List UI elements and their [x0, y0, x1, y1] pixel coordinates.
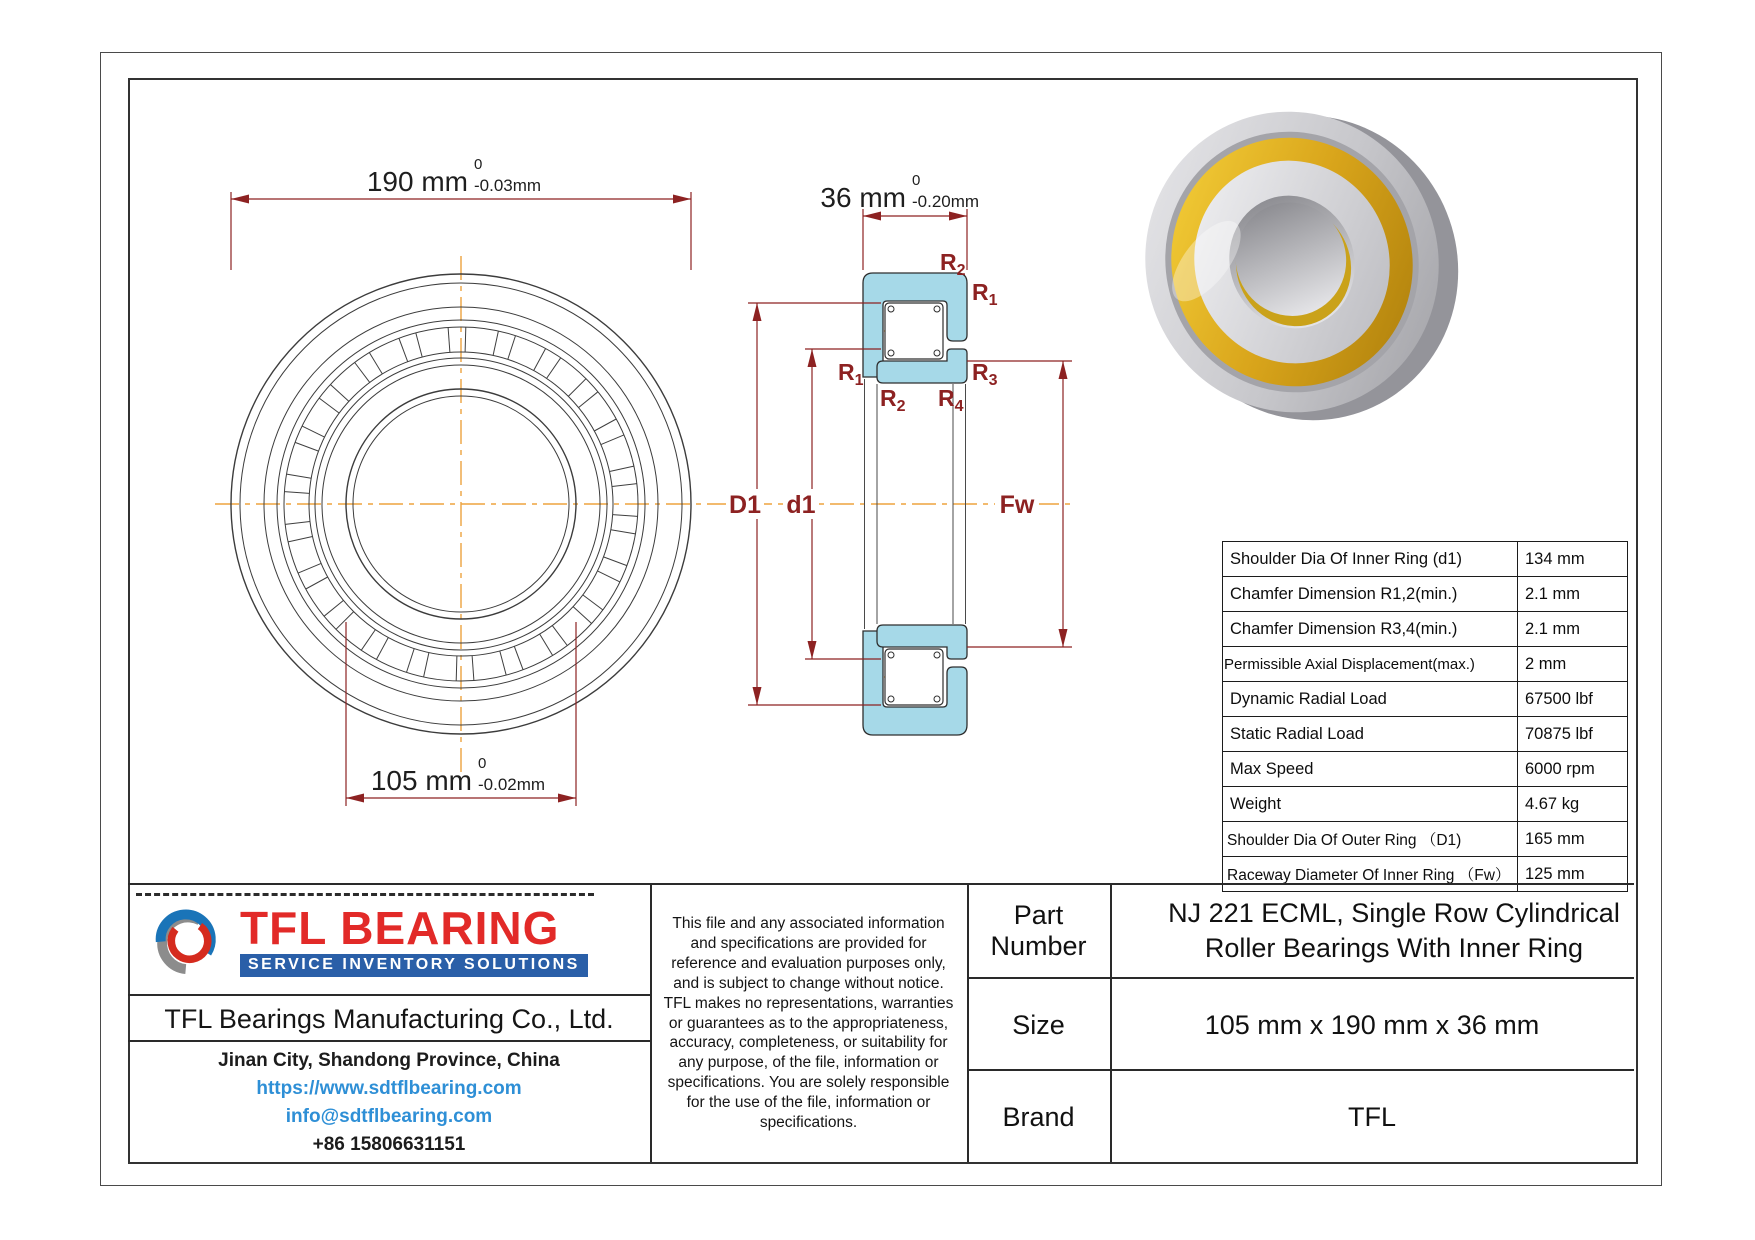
- logo-cell: [128, 885, 650, 994]
- spec-value: 134 mm: [1518, 542, 1628, 577]
- spec-value: 2 mm: [1518, 647, 1628, 682]
- disclaimer-text: This file and any associated information and specifications are provided for reference and evaluation purposes only, and is subject to change without notice. TFL makes no representations, warranties or guarantees as to the appropriateness, accuracy, completeness, or suitability for any purpose, of the file, information or specifications. You are solely responsible for the use of the file, information or specifications.: [663, 915, 954, 1131]
- logo-dashed-rule: [136, 893, 594, 896]
- table-row: [1223, 682, 1628, 717]
- table-row: [1223, 752, 1628, 787]
- spec-value: 6000 rpm: [1518, 752, 1628, 787]
- spec-value: 70875 lbf: [1518, 717, 1628, 752]
- table-row: [1223, 717, 1628, 752]
- table-row: [1223, 612, 1628, 647]
- dim-outer-tol-lower: -0.03mm: [474, 176, 542, 195]
- specification-table: [1222, 541, 1628, 892]
- company-name: TFL Bearings Manufacturing Co., Ltd.: [128, 994, 650, 1042]
- disclaimer-cell: [650, 885, 967, 1162]
- size-label: Size: [967, 977, 1110, 1071]
- dim-width-tol-lower: -0.20mm: [912, 192, 980, 211]
- svg-text:R1: $R_1$: [972, 279, 998, 309]
- svg-text:R4: $R_4$: [938, 385, 964, 415]
- dim-outer-tol-upper: 0: [474, 156, 483, 173]
- spec-value: 67500 lbf: [1518, 682, 1628, 717]
- spec-label: Max Speed: [1223, 752, 1518, 787]
- dim-bore-tol-upper: 0: [478, 755, 487, 772]
- label-d1: d1: [786, 491, 816, 519]
- size-value: 105 mm x 190 mm x 36 mm: [1110, 977, 1634, 1071]
- company-address: Jinan City, Shandong Province, China: [218, 1050, 560, 1071]
- dim-bore-text: 105 mm: [370, 765, 472, 796]
- logo-brand-text: TFL BEARING: [240, 902, 560, 954]
- dim-width-text: 36 mm: [820, 182, 906, 213]
- spec-value: 165 mm: [1518, 822, 1628, 857]
- field-value-column: [1110, 885, 1634, 1162]
- spec-label: Permissible Axial Displacement(max.): [1223, 647, 1518, 682]
- table-row: [1223, 787, 1628, 822]
- svg-text:R2: $R_2$: [880, 385, 906, 415]
- tfl-logo-icon: [150, 901, 226, 981]
- company-email-link[interactable]: info@sdtflbearing.com: [285, 1106, 493, 1127]
- dim-outer-text: 190 mm: [366, 166, 468, 197]
- part-number-label: Part Number: [990, 900, 1087, 961]
- table-row: [1223, 647, 1628, 682]
- dim-bore-tol-lower: -0.02mm: [478, 775, 546, 794]
- spec-label: Shoulder Dia Of Outer Ring （D1): [1223, 822, 1518, 857]
- spec-value: 4.67 kg: [1518, 787, 1628, 822]
- svg-text:R2: $R_2$: [940, 249, 966, 279]
- dim-width-tol-upper: 0: [912, 172, 921, 189]
- spec-value: 2.1 mm: [1518, 577, 1628, 612]
- spec-label: Shoulder Dia Of Inner Ring (d1): [1223, 542, 1518, 577]
- spec-label: Dynamic Radial Load: [1223, 682, 1518, 717]
- company-phone: +86 15806631151: [312, 1134, 466, 1155]
- logo-tagline: SERVICE INVENTORY SOLUTIONS: [240, 954, 588, 977]
- brand-label: Brand: [967, 1069, 1110, 1164]
- spec-label: Chamfer Dimension R3,4(min.): [1223, 612, 1518, 647]
- spec-label: Chamfer Dimension R1,2(min.): [1223, 577, 1518, 612]
- svg-text:R1: $R_1$: [838, 359, 864, 389]
- table-row: [1223, 577, 1628, 612]
- table-row: [1223, 542, 1628, 577]
- company-website-link[interactable]: https://www.sdtflbearing.com: [256, 1078, 522, 1099]
- spec-value: 2.1 mm: [1518, 612, 1628, 647]
- title-block: [128, 883, 1634, 1162]
- table-row: [1223, 822, 1628, 857]
- label-Fw: Fw: [999, 491, 1035, 519]
- spec-value: 125 mm: [1518, 857, 1628, 892]
- field-label-column: [967, 885, 1110, 1162]
- spec-label: Raceway Diameter Of Inner Ring （Fw）: [1223, 857, 1518, 892]
- part-number-value: NJ 221 ECML, Single Row Cylindrical Roller Bearings With Inner Ring: [1168, 897, 1620, 963]
- svg-text:R3: $R_3$: [972, 359, 998, 389]
- brand-value: TFL: [1110, 1069, 1634, 1164]
- spec-label: Weight: [1223, 787, 1518, 822]
- label-D1: D1: [729, 491, 761, 519]
- spec-label: Static Radial Load: [1223, 717, 1518, 752]
- company-contact-block: [128, 1040, 650, 1164]
